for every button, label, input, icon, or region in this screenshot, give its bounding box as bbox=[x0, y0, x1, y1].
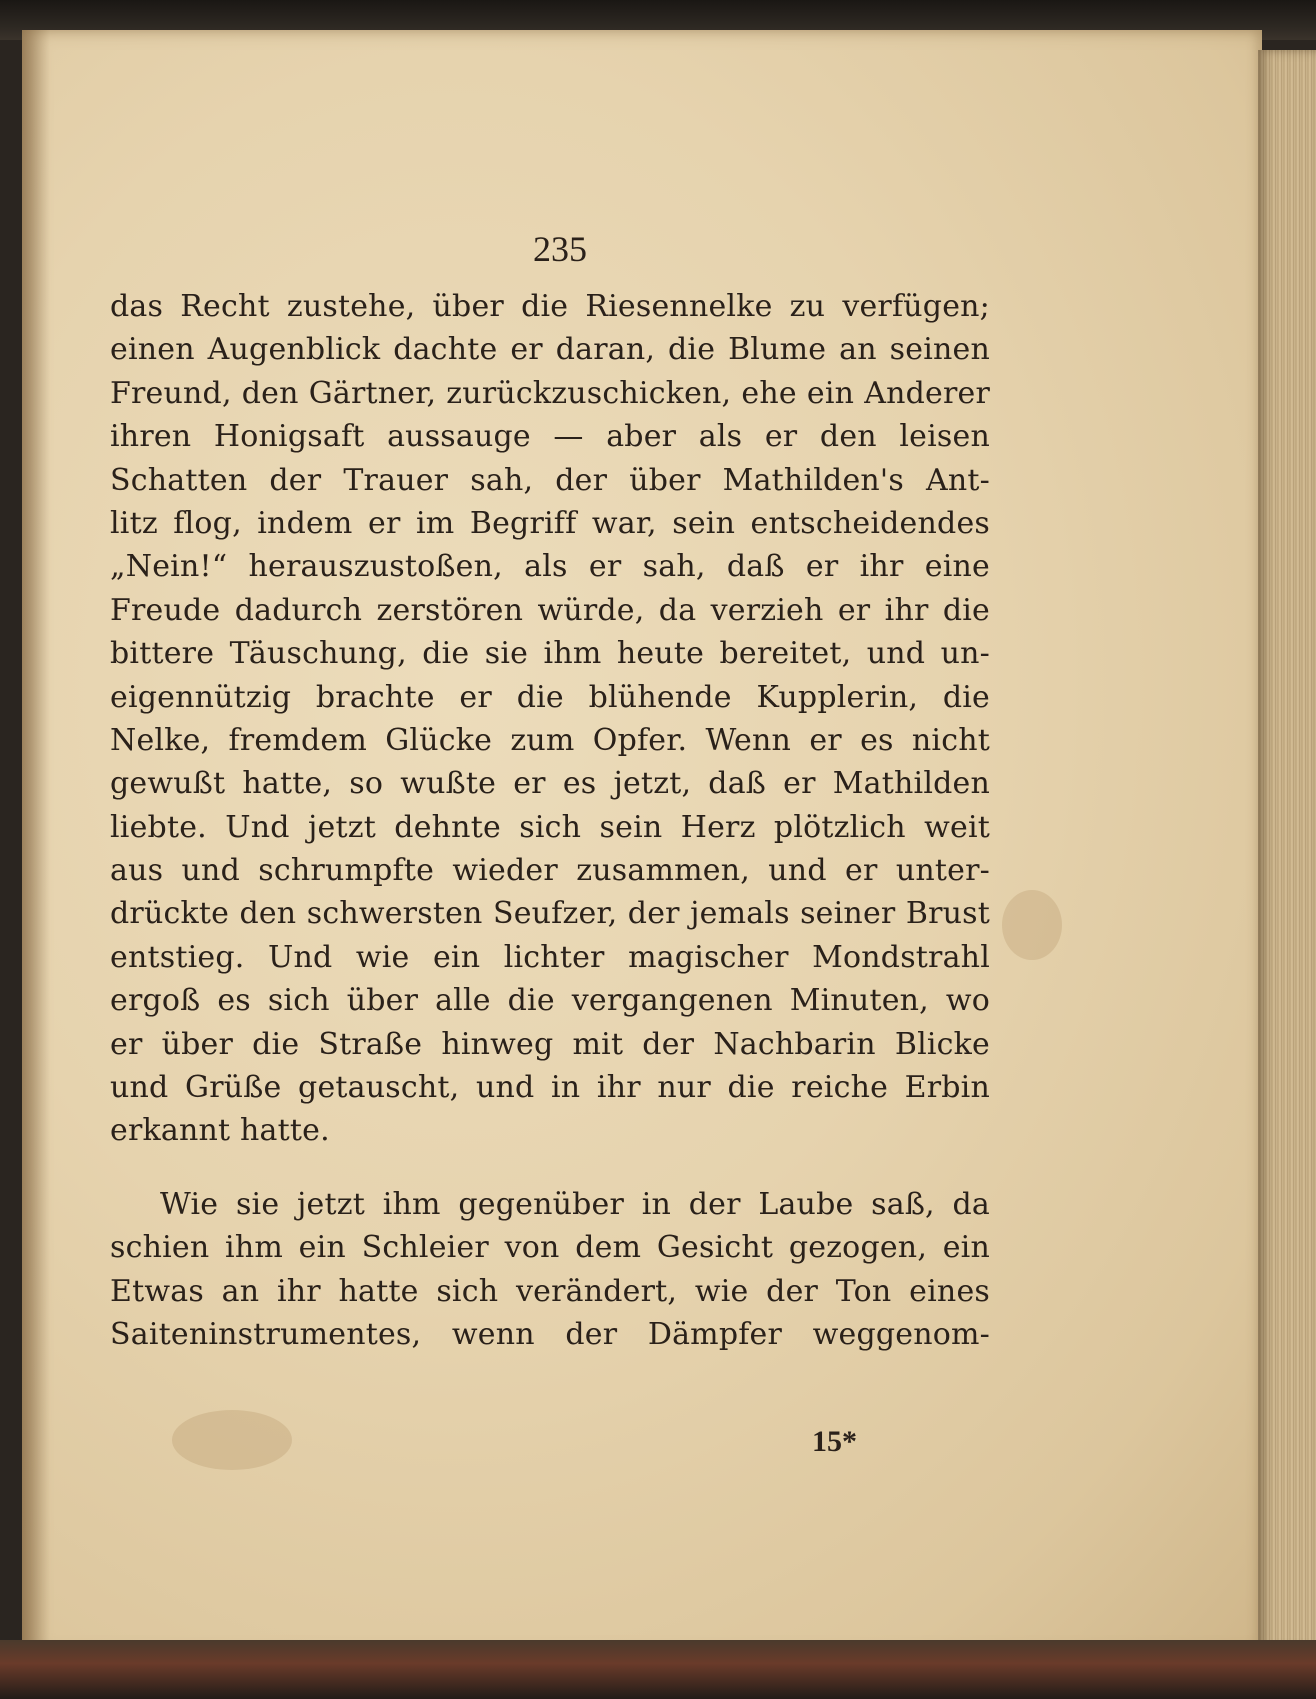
text-line: eigennützig brachte er die blühende Kupplerin, die bbox=[110, 679, 990, 715]
text-line: „Nein!“ herauszustoßen, als er sah, daß er ihr eine bbox=[110, 549, 990, 585]
text-line: Nelke, fremdem Glücke zum Opfer. Wenn er es nicht bbox=[110, 722, 990, 758]
text-line: drückte den schwersten Seufzer, der jemals seiner Brust bbox=[110, 896, 990, 932]
paragraph-gap bbox=[110, 1153, 990, 1183]
page-number: 235 bbox=[533, 229, 587, 269]
page-gutter-shadow bbox=[22, 30, 50, 1655]
text-line: erkannt hatte. bbox=[110, 1113, 330, 1149]
text-line: ihren Honigsaft aussauge — aber als er den leisen bbox=[110, 419, 990, 455]
text-line: entstieg. Und wie ein lichter magischer Mondstrahl bbox=[110, 939, 990, 975]
text-line: einen Augenblick dachte er daran, die Blume an seinen bbox=[110, 332, 990, 368]
text-line: Etwas an ihr hatte sich verändert, wie der Ton eines bbox=[110, 1273, 990, 1309]
text-line: Wie sie jetzt ihm gegenüber in der Laube saß, da bbox=[160, 1186, 990, 1222]
text-line: litz flog, indem er im Begriff war, sein entscheidendes bbox=[110, 505, 990, 541]
text-line: ergoß es sich über alle die vergangenen Minuten, wo bbox=[110, 983, 990, 1019]
text-line: liebte. Und jetzt dehnte sich sein Herz plötzlich weit bbox=[110, 809, 990, 845]
paragraph-2 bbox=[110, 1183, 990, 1357]
text-line: und Grüße getauscht, und in ihr nur die reiche Erbin bbox=[110, 1070, 990, 1106]
book-bottom-edge bbox=[0, 1640, 1316, 1699]
text-line: schien ihm ein Schleier von dem Gesicht gezogen, ein bbox=[110, 1230, 990, 1266]
text-line: Saiteninstrumentes, wenn der Dämpfer weggenom- bbox=[110, 1316, 990, 1352]
text-line: Freund, den Gärtner, zurückzuschicken, ehe ein Anderer bbox=[110, 375, 990, 411]
text-line: aus und schrumpfte wieder zusammen, und er unter- bbox=[110, 853, 990, 889]
page-text bbox=[110, 285, 990, 1356]
text-line: Freude dadurch zerstören würde, da verzieh er ihr die bbox=[110, 592, 990, 628]
page-stack-edge bbox=[1258, 50, 1316, 1650]
paper-stain bbox=[172, 1410, 292, 1470]
text-line: gewußt hatte, so wußte er es jetzt, daß er Mathilden bbox=[110, 766, 990, 802]
text-line: Schatten der Trauer sah, der über Mathilden's Ant- bbox=[110, 462, 990, 498]
paragraph-1 bbox=[110, 285, 990, 1153]
text-line: er über die Straße hinweg mit der Nachbarin Blicke bbox=[110, 1026, 990, 1062]
printer-signature-mark: 15* bbox=[812, 1425, 857, 1458]
text-line: das Recht zustehe, über die Riesennelke zu verfügen; bbox=[110, 289, 990, 324]
paper-stain bbox=[1002, 890, 1062, 960]
text-line: bittere Täuschung, die sie ihm heute bereitet, und un- bbox=[110, 636, 990, 672]
